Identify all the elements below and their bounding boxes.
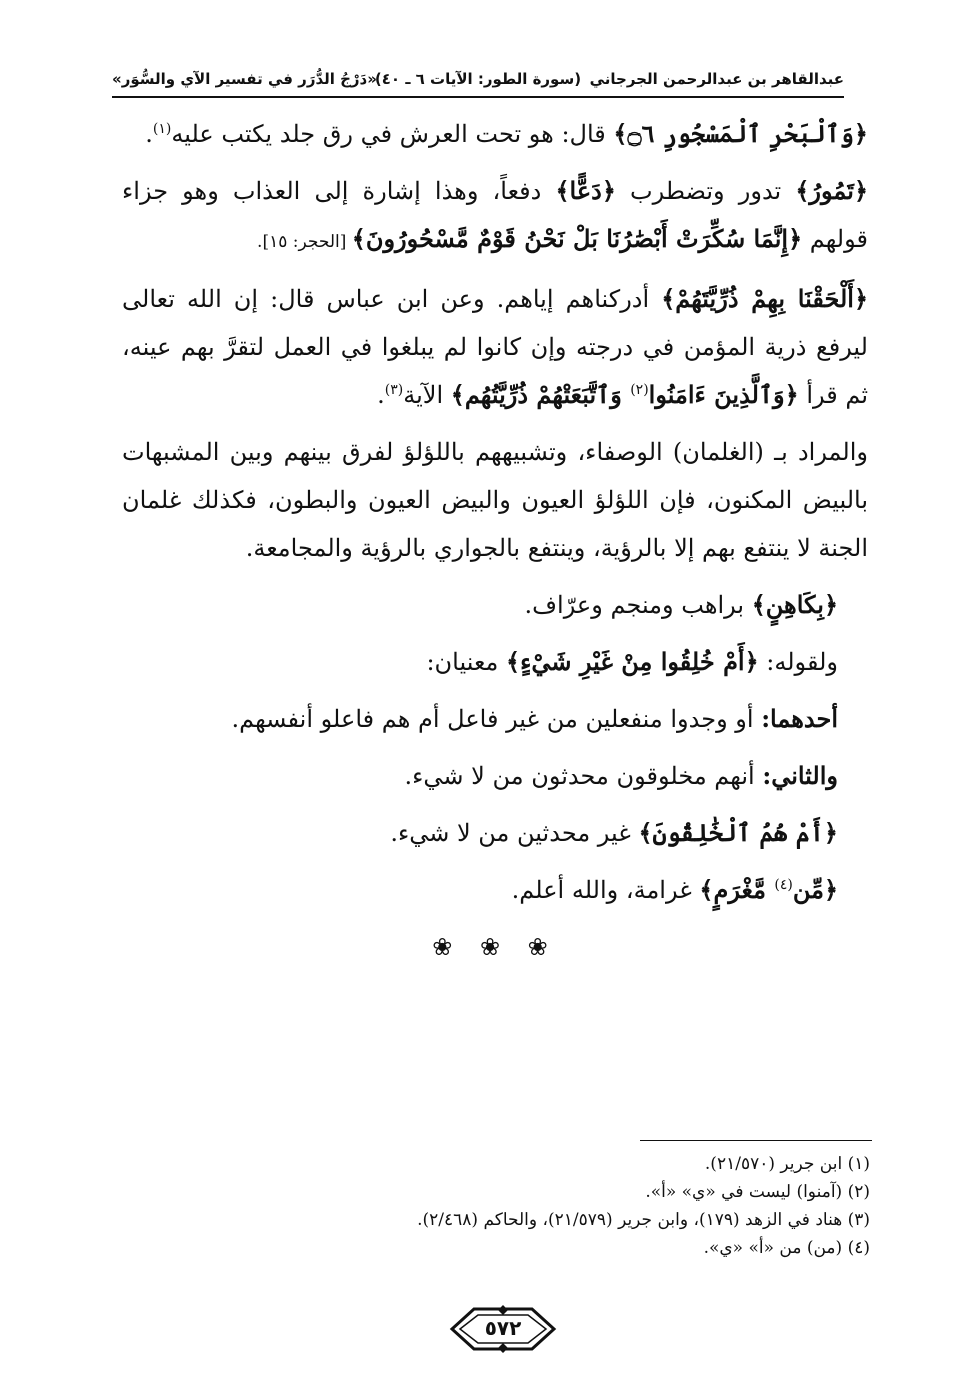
quran-quote: ﴿بِكَاهِنٍ﴾ xyxy=(751,590,838,619)
verse-reference: [الحجر: ١٥]. xyxy=(257,232,352,252)
paragraph-text: غير محدثين من لا شيء. xyxy=(390,819,639,847)
footnote-1: (١) ابن جرير (٢١/٥٧٠). xyxy=(704,1154,870,1174)
punctuation: . xyxy=(145,120,153,148)
paragraph-4: والمراد بـ (الغلمان) الوصفاء، وتشبيههم باللؤلؤ لفرق بينهم وبين المشبهات بالبيض المكنون، فإن اللؤلؤ العيون والبيض العيون والبطون، فكذلك غلمان الجنة لا ينتفع بهم إلا بالرؤية، وينتفع بالجواري بالرؤية والمجامعة. xyxy=(122,438,868,562)
paragraph-8 xyxy=(122,752,838,800)
footnote-3: (٣) هناد في الزهد (١٧٩)، وابن جرير (٢١/٥٧٩)، والحاكم (٢/٤٦٨). xyxy=(417,1210,870,1230)
quran-quote: ﴿وَٱلَّذِينَ ءَامَنُوا xyxy=(648,380,799,409)
quran-quote: وَٱتَّبَعَتْهُمْ ذُرِّيَّتُهُم﴾ xyxy=(450,380,631,409)
paragraph-text: أنهم مخلوقون محدثون من لا شيء. xyxy=(404,762,763,790)
paragraph-text: قال: هو تحت العرش في رق جلد يكتب عليه xyxy=(171,120,614,148)
header-book-title: «دَرْجُ الدُّرَر في تفسير الآي والسُّوَر» xyxy=(112,70,377,88)
running-header xyxy=(112,64,844,94)
footnote-marker: (١) xyxy=(152,121,172,137)
paragraph-text: دفعاً، وهذا إشارة إلى العذاب وهو جزاء قولهم xyxy=(122,177,868,253)
paragraph-text: غرامة، والله أعلم. xyxy=(511,876,700,904)
paragraph-text: أدركناهم إياهم. وعن ابن عباس قال: إن الله تعالى ليرفع ذرية المؤمن في درجته وإن كانوا لم يبلغوا في العمل لتقرَّ بهم عينه، ثم قرأ xyxy=(122,285,868,409)
footnote-2: (٢) (آمنوا) ليست في «ي» «أ». xyxy=(645,1182,870,1202)
footnote-rule xyxy=(640,1140,872,1141)
quran-quote: ﴿دَعًّا﴾ xyxy=(555,176,616,205)
page-number-badge xyxy=(446,1305,560,1353)
paragraph-text: تدور وتضطرب xyxy=(615,177,796,205)
item-label: أحدهما: xyxy=(761,704,838,733)
footnote-marker: (٢) xyxy=(630,382,649,398)
paragraph-6 xyxy=(122,638,838,686)
footnotes xyxy=(160,1150,870,1262)
paragraph-text: معنيان: xyxy=(426,648,507,676)
footnote-4: (٤) (من) من «أ» «ي». xyxy=(703,1238,870,1258)
punctuation: . xyxy=(377,381,385,409)
quran-quote: ﴿أَلْحَقْنَا بِهِمْ ذُرِّيَّتَهُمْ﴾ xyxy=(661,284,869,313)
quran-quote: ﴿تَمُورُ﴾ xyxy=(795,176,869,205)
quran-quote: ﴿مِّن xyxy=(792,875,838,904)
paragraph-text: ولقوله: xyxy=(758,648,838,676)
footnote-marker: (٣) xyxy=(384,382,404,398)
paragraph-7 xyxy=(122,695,838,743)
quran-quote: ﴿أَمْ خُلِقُوا مِنْ غَيْرِ شَيْءٍ﴾ xyxy=(506,647,759,676)
footnote-marker: (٤) xyxy=(774,877,793,893)
paragraph-3 xyxy=(122,275,868,419)
paragraph-10 xyxy=(122,866,838,914)
header-section: (سورة الطور: الآيات ٦ ـ ٤٠) xyxy=(374,70,582,88)
paragraph-5 xyxy=(122,581,838,629)
quran-quote: ﴿أَمْ هُمُ ٱلْخَٰلِقُونَ﴾ xyxy=(638,818,838,847)
header-author: عبدالقاهر بن عبدالرحمن الجرجاني xyxy=(589,70,844,88)
paragraph-1 xyxy=(122,110,868,158)
paragraph-text: الآية xyxy=(403,381,451,409)
page-number: ٥٧٢ xyxy=(484,1316,522,1340)
quran-quote: ﴿وَٱلْبَحْرِ ٱلْمَسْجُورِ ۝٦﴾ xyxy=(613,119,868,148)
paragraph-text: أو وجدوا منفعلين من غير فاعل أم هم فاعلو أنفسهم. xyxy=(231,705,762,733)
section-ornament: ❀ ❀ ❀ xyxy=(432,933,558,961)
item-label: والثاني: xyxy=(762,761,838,790)
paragraph-9 xyxy=(122,809,838,857)
paragraph-text: براهب ومنجم وعرّاف. xyxy=(524,591,752,619)
header-rule xyxy=(112,96,844,98)
quran-quote: ﴿إِنَّمَا سُكِّرَتْ أَبْصَٰرُنَا بَلْ نَحْنُ قَوْمٌ مَّسْحُورُونَ﴾ xyxy=(351,224,803,253)
paragraph-2 xyxy=(122,167,868,266)
quran-quote: مَّغْرَمٍ﴾ xyxy=(699,875,775,904)
page-body xyxy=(122,110,868,980)
